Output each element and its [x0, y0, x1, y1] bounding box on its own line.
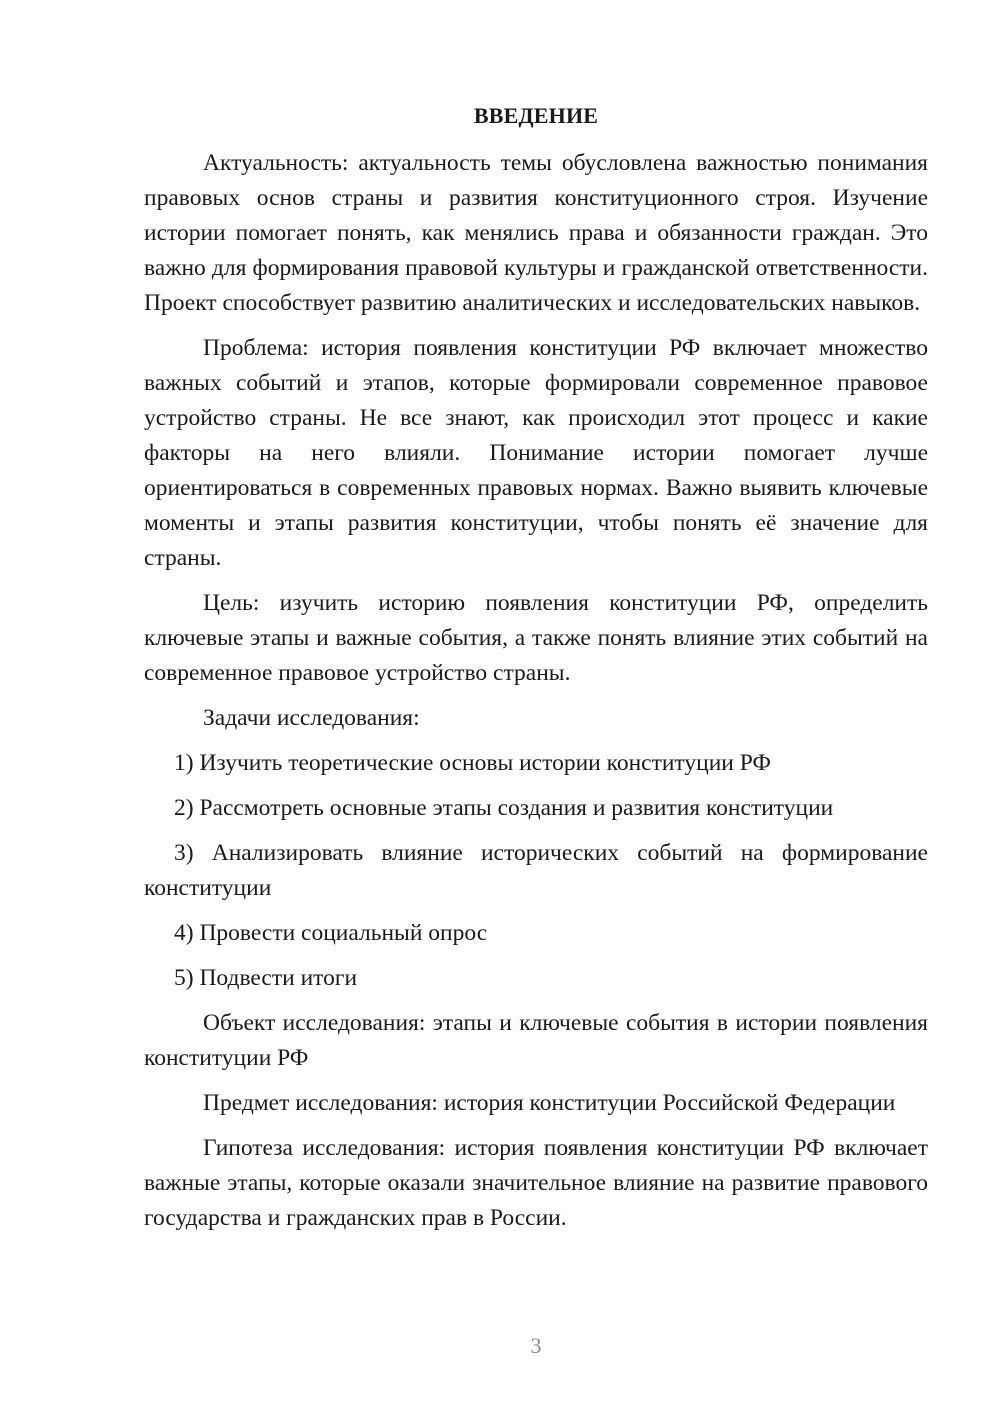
paragraph-relevance: Актуальность: актуальность темы обусловлена важностью понимания правовых основ страны и развития конституционного строя. Изучение истории помогает понять, как менялись права и обязанности граждан. Это важно для формирования правовой культуры и гражданской ответственности. Проект способствует развитию аналитических и исследовательских навыков. [144, 150, 928, 316]
task-item-5: 5) Подвести итоги [174, 965, 358, 991]
page-title: ВВЕДЕНИЕ [473, 103, 599, 128]
paragraph-hypothesis: Гипотеза исследования: история появления конституции РФ включает важные этапы, которые оказали значительное влияние на развитие правового государства и гражданских прав в России. [144, 1135, 928, 1231]
task-item-4: 4) Провести социальный опрос [174, 920, 488, 946]
paragraph-problem: Проблема: история появления конституции РФ включает множество важных событий и этапов, которые формировали современное правовое устройство страны. Не все знают, как происходил этот процесс и какие факторы на него влияли. Понимание истории помогает лучше ориентироваться в современных правовых нормах. Важно выявить ключевые моменты и этапы развития конституции, чтобы понять её значение для страны. [144, 335, 928, 571]
task-item-2: 2) Рассмотреть основные этапы создания и развития конституции [174, 795, 834, 821]
page-number: 3 [530, 1333, 542, 1358]
tasks-heading: Задачи исследования: [203, 705, 420, 731]
paragraph-goal: Цель: изучить историю появления конституции РФ, определить ключевые этапы и важные события, а также понять влияние этих событий на современное правовое устройство страны. [144, 590, 928, 686]
page-content [144, 98, 928, 1246]
paragraph-object: Объект исследования: этапы и ключевые события в истории появления конституции РФ [144, 1010, 928, 1071]
task-item-3: 3) Анализировать влияние исторических событий на формирование конституции [144, 840, 928, 901]
paragraph-subject: Предмет исследования: история конституции Российской Федерации [203, 1090, 896, 1116]
task-item-1: 1) Изучить теоретические основы истории конституции РФ [174, 750, 771, 776]
